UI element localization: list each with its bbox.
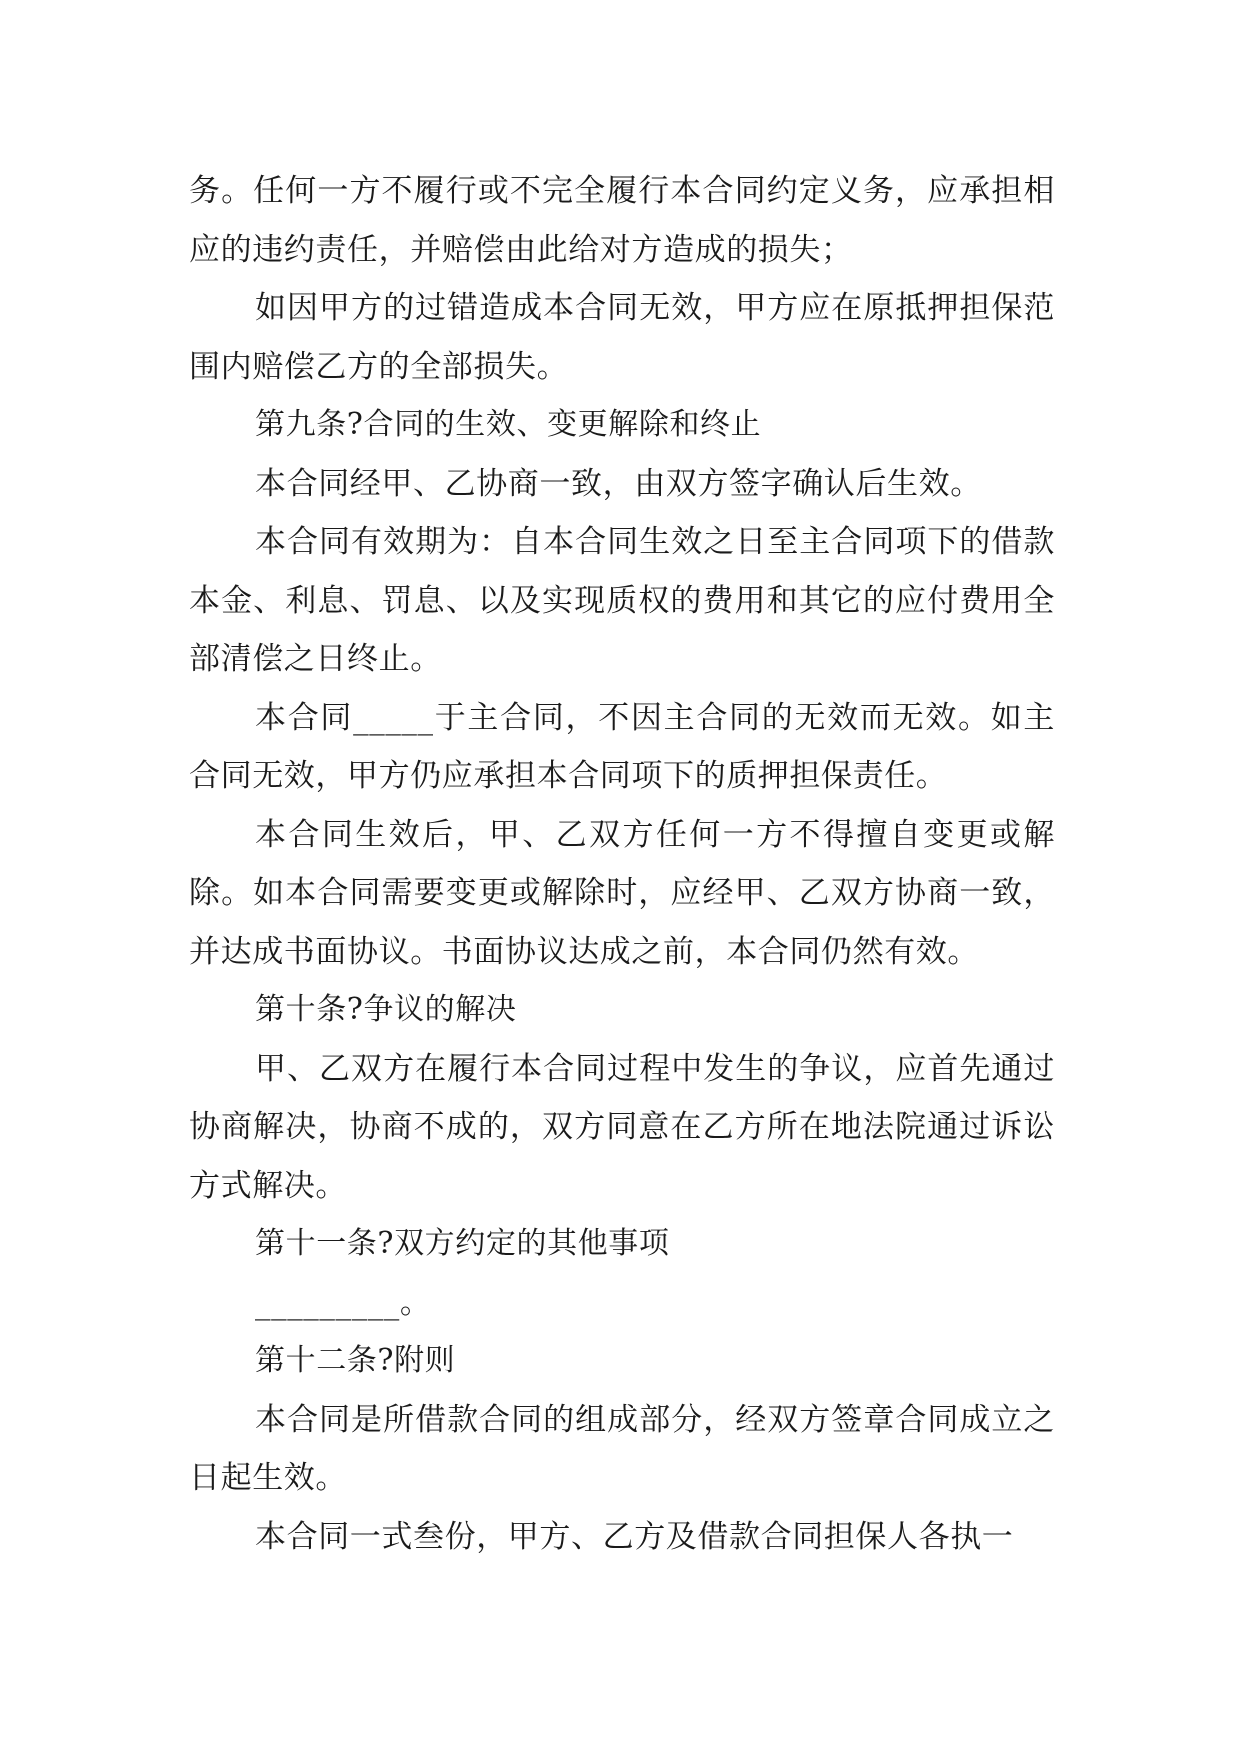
paragraph-dispute-resolution: 甲、乙双方在履行本合同过程中发生的争议，应首先通过协商解决，协商不成的，双方同意在乙方所在地法院通过诉讼方式解决。 xyxy=(189,1050,1055,1204)
section-heading-article-9: 第九条?合同的生效、变更解除和终止 xyxy=(255,407,762,442)
paragraph-other-matters-blank: _________。 xyxy=(255,1284,432,1321)
paragraph-invalid-compensation: 如因甲方的过错造成本合同无效，甲方应在原抵押担保范围内赔偿乙方的全部损失。 xyxy=(189,290,1055,385)
section-heading-article-10: 第十条?争议的解决 xyxy=(255,992,517,1027)
document-body xyxy=(189,162,1055,1566)
paragraph-breach-liability: 务。任何一方不履行或不完全履行本合同约定义务，应承担相应的违约责任，并赔偿由此给对方造成的损失； xyxy=(189,173,1055,268)
paragraph-independence: 本合同_____于主合同，不因主合同的无效而无效。如主合同无效，甲方仍应承担本合同项下的质押担保责任。 xyxy=(189,699,1055,794)
paragraph-copies: 本合同一式叁份，甲方、乙方及借款合同担保人各执一 xyxy=(255,1518,1014,1555)
paragraph-supplementary: 本合同是所借款合同的组成部分，经双方签章合同成立之日起生效。 xyxy=(189,1401,1055,1496)
section-heading-article-11: 第十一条?双方约定的其他事项 xyxy=(255,1226,670,1261)
paragraph-modification: 本合同生效后，甲、乙双方任何一方不得擅自变更或解除。如本合同需要变更或解除时，应经甲、乙双方协商一致，并达成书面协议。书面协议达成之前，本合同仍然有效。 xyxy=(189,816,1055,970)
section-heading-article-12: 第十二条?附则 xyxy=(255,1343,456,1378)
paragraph-effective-signing: 本合同经甲、乙协商一致，由双方签字确认后生效。 xyxy=(255,465,982,502)
paragraph-validity-period: 本合同有效期为：自本合同生效之日至主合同项下的借款本金、利息、罚息、以及实现质权的费用和其它的应付费用全部清偿之日终止。 xyxy=(189,524,1055,677)
